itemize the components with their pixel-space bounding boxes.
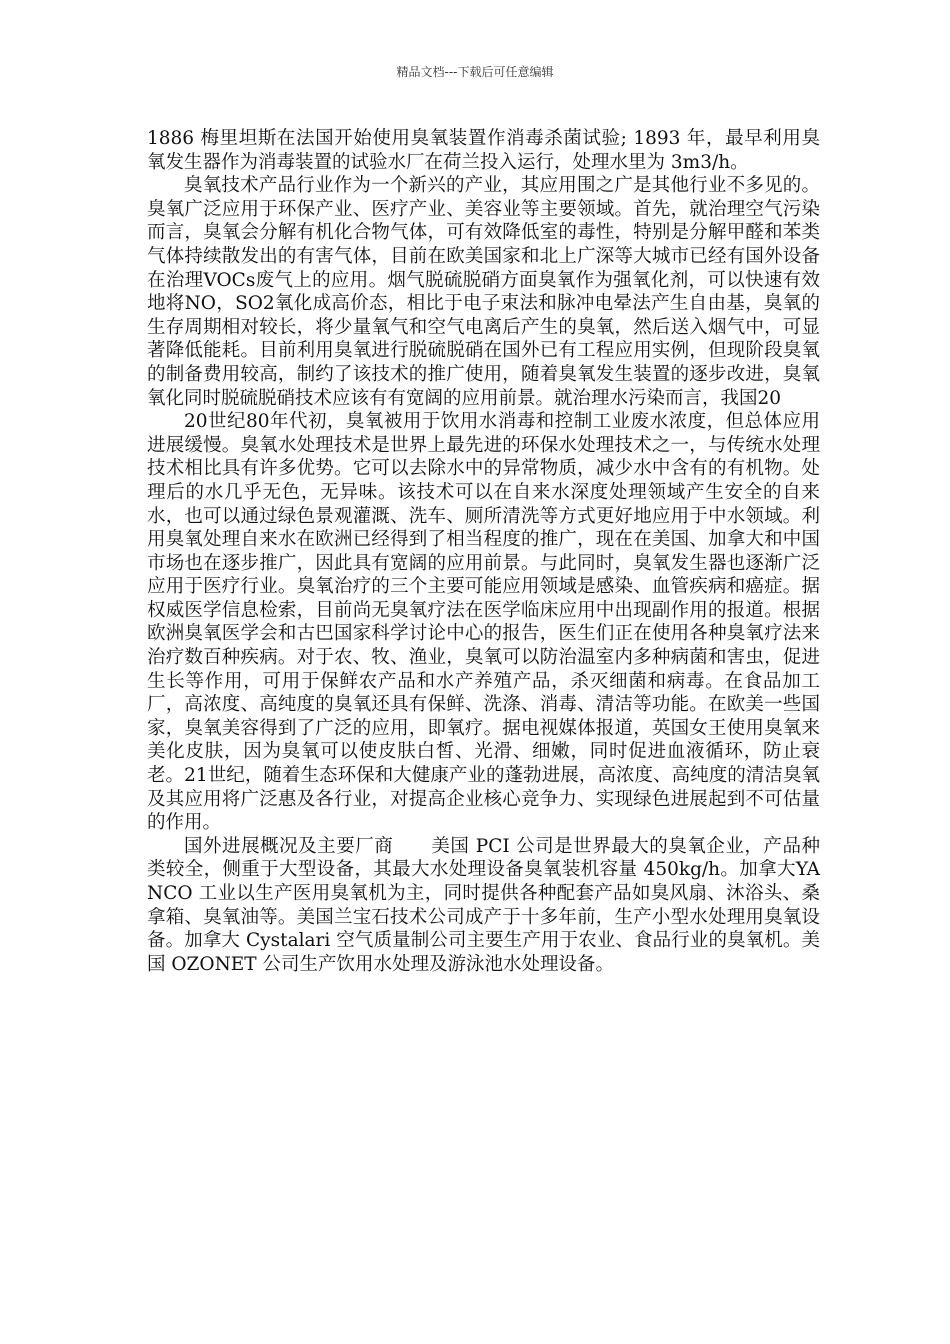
paragraph-1: 1886 梅里坦斯在法国开始使用臭氧装置作消毒杀菌试验; 1893 年，最早利用臭氧发生器作为消毒装置的试验水厂在荷兰投入运行，处理水里为 3m3/h。 [147, 128, 820, 173]
document-body [147, 127, 820, 976]
paragraph-2: 臭氧技术产品行业作为一个新兴的产业，其应用围之广是其他行业不多见的。臭氧广泛应用于环保产业、医疗产业、美容业等主要领域。首先，就治理空气污染而言，臭氧会分解有机化合物气体，可有效降低室的毒性，特别是分解甲醛和苯类气体持续散发出的有害气体，目前在欧美国家和北上广深等大城市已经有国外设备在治理VOCs废气上的应用。烟气脱硫脱硝方面臭氧作为强氧化剂，可以快速有效地将NO，SO2氧化成高价态，相比于电子束法和脉冲电晕法产生自由基，臭氧的生存周期相对较长，将少量氧气和空气电离后产生的臭氧，然后送入烟气中，可显著降低能耗。目前利用臭氧进行脱硫脱硝在国外已有工程应用实例，但现阶段臭氧的制备费用较高，制约了该技术的推广使用，随着臭氧发生装置的逐步改进，臭氧氧化同时脱硫脱硝技术应该有有宽阔的应用前景。就治理水污染而言，我国20 [147, 175, 820, 409]
page-header: 精品文档---下载后可任意编辑 [396, 65, 554, 79]
paragraph-4: 国外进展概况及主要厂商 美国 PCI 公司是世界最大的臭氧企业，产品种类较全，侧重于大型设备，其最大水处理设备臭氧装机容量 450kg/h。加拿大YANCO 工业以生产医用臭氧机为主，同时提供各种配套产品如臭风扇、沐浴头、桑拿箱、臭氧油等。美国兰宝石技术公司成产于十多年前，生产小型水处理用臭氧设备。加拿大 Cystalari 空气质量制公司主要生产用于农业、食品行业的臭氧机。美国 OZONET 公司生产饮用水处理及游泳池水处理设备。 [147, 835, 820, 975]
paragraph-3: 20世纪80年代初，臭氧被用于饮用水消毒和控制工业废水浓度，但总体应用进展缓慢。臭氧水处理技术是世界上最先进的环保水处理技术之一，与传统水处理技术相比具有许多优势。它可以去除水中的异常物质，减少水中含有的有机物。处理后的水几乎无色，无异味。该技术可以在自来水深度处理领域产生安全的自来水，也可以通过绿色景观灌溉、洗车、厕所清洗等方式更好地应用于中水领域。利用臭氧处理自来水在欧洲已经得到了相当程度的推广，现在在美国、加拿大和中国市场也在逐步推广，因此具有宽阔的应用前景。与此同时，臭氧发生器也逐渐广泛应用于医疗行业。臭氧治疗的三个主要可能应用领域是感染、血管疾病和癌症。据权威医学信息检索，目前尚无臭氧疗法在医学临床应用中出现副作用的报道。根据欧洲臭氧医学会和古巴国家科学讨论中心的报告，医生们正在使用各种臭氧疗法来治疗数百种疾病。对于农、牧、渔业，臭氧可以防治温室内多种病菌和害虫，促进生长等作用，可用于保鲜农产品和水产养殖产品，杀灭细菌和病毒。在食品加工厂，高浓度、高纯度的臭氧还具有保鲜、洗涤、消毒、清洁等功能。在欧美一些国家，臭氧美容得到了广泛的应用，即氧疗。据电视媒体报道，英国女王使用臭氧来美化皮肤，因为臭氧可以使皮肤白皙、光滑、细嫩，同时促进血液循环，防止衰老。21世纪，随着生态环保和大健康产业的蓬勃进展，高浓度、高纯度的清洁臭氧及其应用将广泛惠及各行业，对提高企业核心竞争力、实现绿色进展起到不可估量的作用。 [147, 411, 820, 834]
